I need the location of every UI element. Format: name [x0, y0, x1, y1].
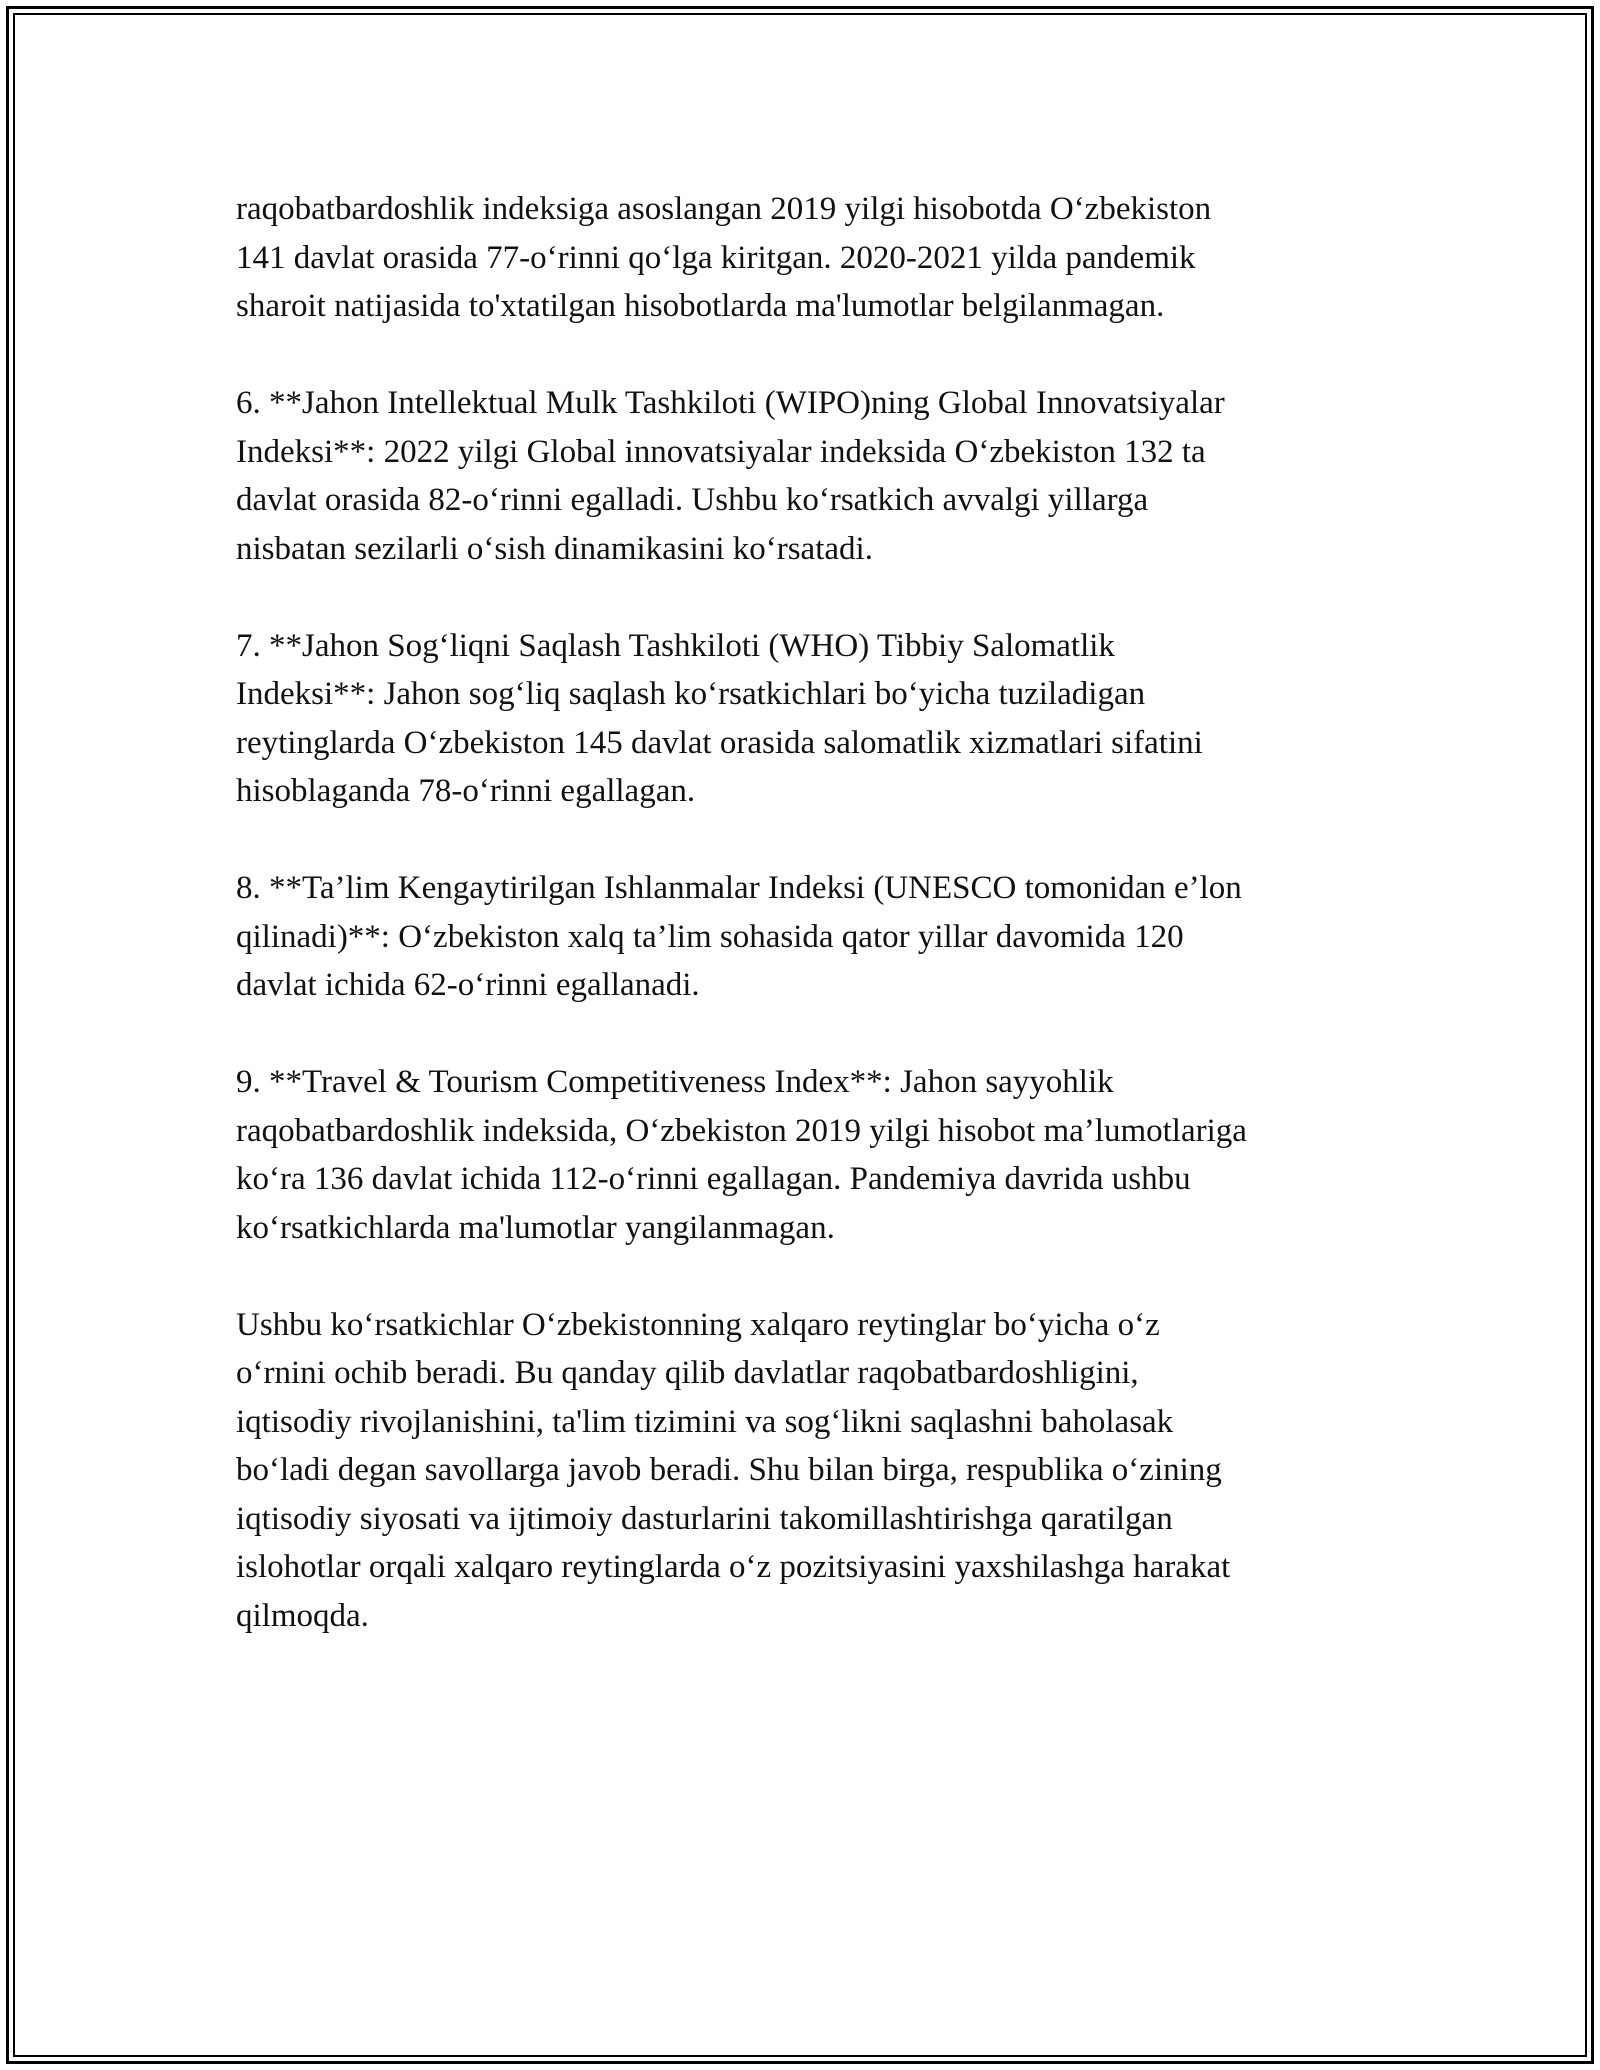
paragraph-item-7-who: 7. **Jahon Sog‘liqni Saqlash Tashkiloti (WHO) Tibbiy Salomatlik Indeksi**: Jahon sog‘liq saqlash ko‘rsatkichlari bo‘yicha tuziladigan reytinglarda O‘zbekiston 145 davlat orasida salomatlik xizmatlari sifatini hisoblaganda 78-o‘rinni egallagan.: [236, 627, 1203, 809]
paragraph-item-6-wipo: 6. **Jahon Intellektual Mulk Tashkiloti (WIPO)ning Global Innovatsiyalar Indeksi**: 2022 yilgi Global innovatsiyalar indeksida O‘zbekiston 132 ta davlat orasida 82-o‘rinni egalladi. Ushbu ko‘rsatkich avvalgi yillarga nisbatan sezilarli o‘sish dinamikasini ko‘rsatadi.: [236, 385, 1225, 567]
document-body: [236, 185, 1366, 1689]
paragraph-item-9-tourism: 9. **Travel & Tourism Competitiveness Index**: Jahon sayyohlik raqobatbardoshlik indeksida, O‘zbekiston 2019 yilgi hisobot ma’lumotlariga ko‘ra 136 davlat ichida 112-o‘rinni egallagan. Pandemiya davrida ushbu ko‘rsatkichlarda ma'lumotlar yangilanmagan.: [236, 1064, 1247, 1246]
paragraph-intro-continuation: raqobatbardoshlik indeksiga asoslangan 2019 yilgi hisobotda O‘zbekiston 141 davlat orasida 77-o‘rinni qo‘lga kiritgan. 2020-2021 yilda pandemik sharoit natijasida to'xtatilgan hisobotlarda ma'lumotlar belgilanmagan.: [236, 191, 1212, 324]
paragraph-conclusion: Ushbu ko‘rsatkichlar O‘zbekistonning xalqaro reytinglar bo‘yicha o‘z o‘rnini ochib beradi. Bu qanday qilib davlatlar raqobatbardoshligini, iqtisodiy rivojlanishini, ta'lim tizimini va sog‘likni saqlashni baholasak bo‘ladi degan savollarga javob beradi. Shu bilan birga, respublika o‘zining iqtisodiy siyosati va ijtimoiy dasturlarini takomillashtirishga qaratilgan islohotlar orqali xalqaro reytinglarda o‘z pozitsiyasini yaxshilashga harakat qilmoqda.: [236, 1306, 1231, 1634]
paragraph-item-8-unesco: 8. **Ta’lim Kengaytirilgan Ishlanmalar Indeksi (UNESCO tomonidan e’lon qilinadi)**: O‘zbekiston xalq ta’lim sohasida qator yillar davomida 120 davlat ichida 62-o‘rinni egallanadi.: [236, 870, 1242, 1003]
